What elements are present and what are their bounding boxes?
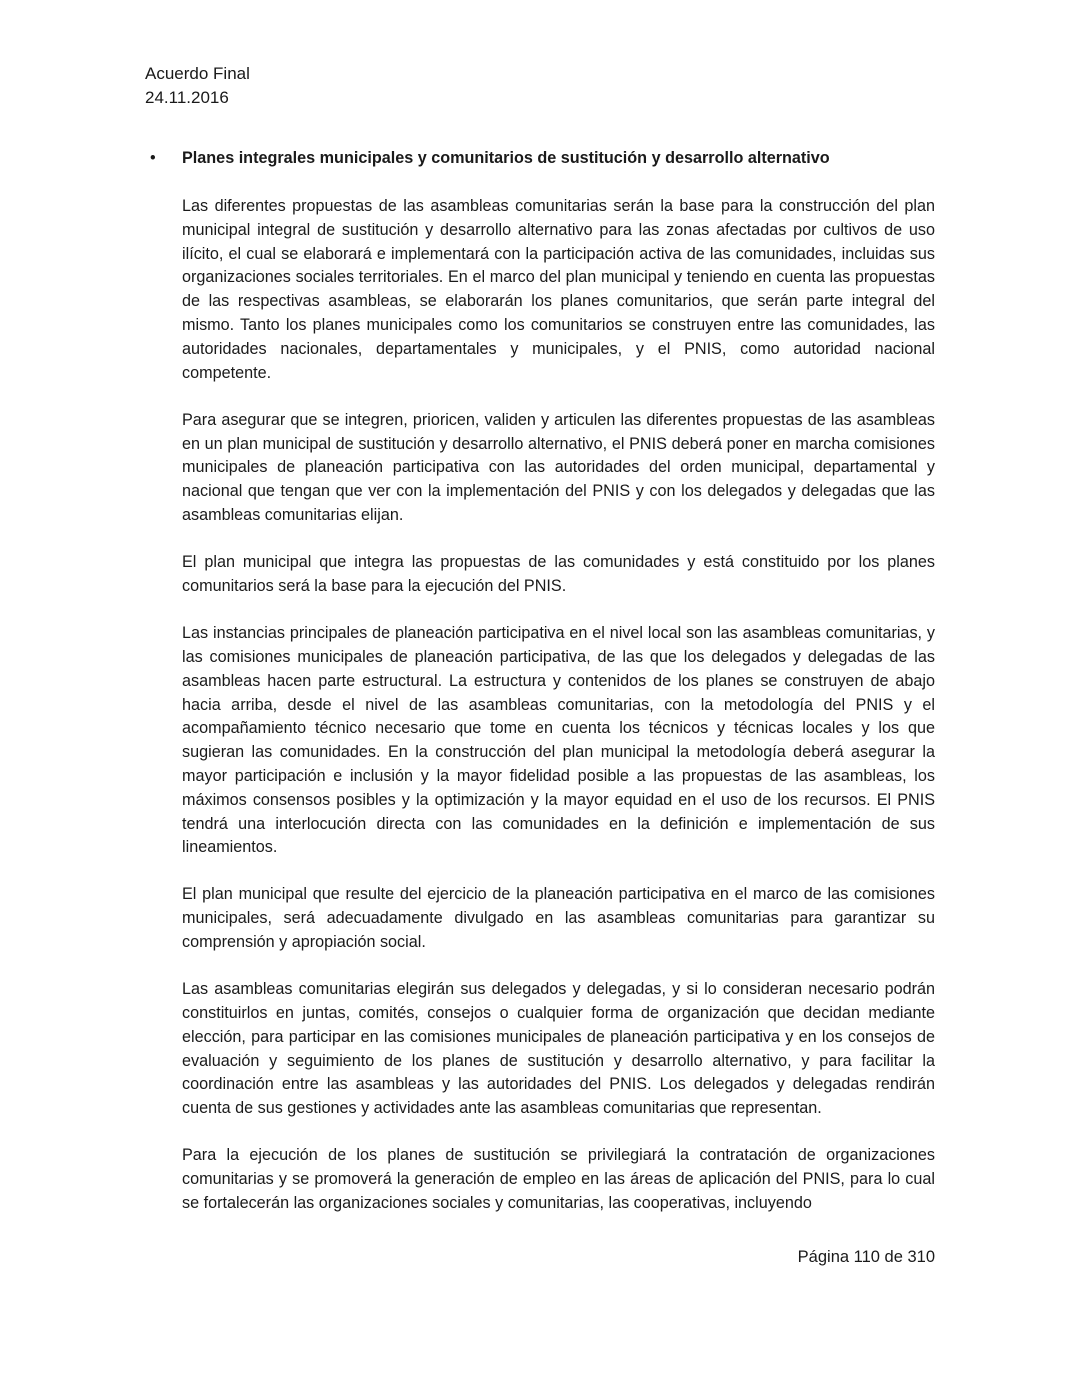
paragraph: Para la ejecución de los planes de sustitución se privilegiará la contratación de organizaciones comunitarias y se promoverá la generación de empleo en las áreas de aplicación del PNIS, para lo cual se fortalecerán las organizaciones sociales y comunitarias, las cooperativas, incluyendo <box>182 1146 935 1213</box>
body-text <box>182 195 935 1239</box>
page-number: Página 110 de 310 <box>797 1248 935 1266</box>
document-date: 24.11.2016 <box>145 88 229 107</box>
paragraph: Para asegurar que se integren, prioricen, validen y articulen las diferentes propuestas de las asambleas en un plan municipal de sustitución y desarrollo alternativo, el PNIS deberá poner en marcha comisiones municipales de planeación participativa con las autoridades del orden municipal, departamental y nacional que tengan que ver con la implementación del PNIS y con los delegados y delegadas que las asambleas comunitarias elijan. <box>182 410 935 524</box>
paragraph: Las diferentes propuestas de las asambleas comunitarias serán la base para la construcción del plan municipal integral de sustitución y desarrollo alternativo para las zonas afectadas por cultivos de uso ilícito, el cual se elaborará e implementará con la participación activa de las comunidades, incluidas sus organizaciones sociales territoriales. En el marco del plan municipal y teniendo en cuenta las propuestas de las respectivas asambleas, se elaborarán los planes comunitarios, que serán parte integral del mismo. Tanto los planes municipales como los comunitarios se construyen entre las comunidades, las autoridades nacionales, departamentales y municipales, y el PNIS, como autoridad nacional competente. <box>182 197 935 382</box>
paragraph: Las instancias principales de planeación participativa en el nivel local son las asambleas comunitarias, y las comisiones municipales de planeación participativa, de las que los delegados y delegadas de las asambleas hacen parte estructural. La estructura y contenidos de los planes se construyen de abajo hacia arriba, desde el nivel de las asambleas comunitarias, con la metodología del PNIS y el acompañamiento técnico necesario que tome en cuenta los técnicos y técnicas locales y los que sugieran las comunidades. En la construcción del plan municipal la metodología deberá asegurar la mayor participación e inclusión y la mayor fidelidad posible a las propuestas de las asambleas, los máximos consensos posibles y la optimización y la mayor equidad en el uso de los recursos. El PNIS tendrá una interlocución directa con las comunidades en la definición e implementación de sus lineamientos. <box>182 624 935 857</box>
paragraph: El plan municipal que integra las propuestas de las comunidades y está constituido por los planes comunitarios será la base para la ejecución del PNIS. <box>182 553 935 595</box>
paragraph: Las asambleas comunitarias elegirán sus delegados y delegadas, y si lo consideran necesario podrán constituirlos en juntas, comités, consejos o cualquier forma de organización que decidan mediante elección, para participar en las comisiones municipales de planeación participativa y en los consejos de evaluación y seguimiento de los planes de sustitución y desarrollo alternativo, y para facilitar la coordinación entre las asambleas y las autoridades del PNIS. Los delegados y delegadas rendirán cuenta de sus gestiones y actividades ante las asambleas comunitarias que representan. <box>182 980 935 1118</box>
document-header <box>145 62 250 110</box>
paragraph: El plan municipal que resulte del ejercicio de la planeación participativa en el marco de las comisiones municipales, será adecuadamente divulgado en las asambleas comunitarias para garantizar su comprensión y apropiación social. <box>182 885 935 952</box>
bullet-icon: • <box>150 149 156 167</box>
section-title: Planes integrales municipales y comunitarios de sustitución y desarrollo alternativo <box>182 149 830 167</box>
document-title: Acuerdo Final <box>145 64 250 83</box>
